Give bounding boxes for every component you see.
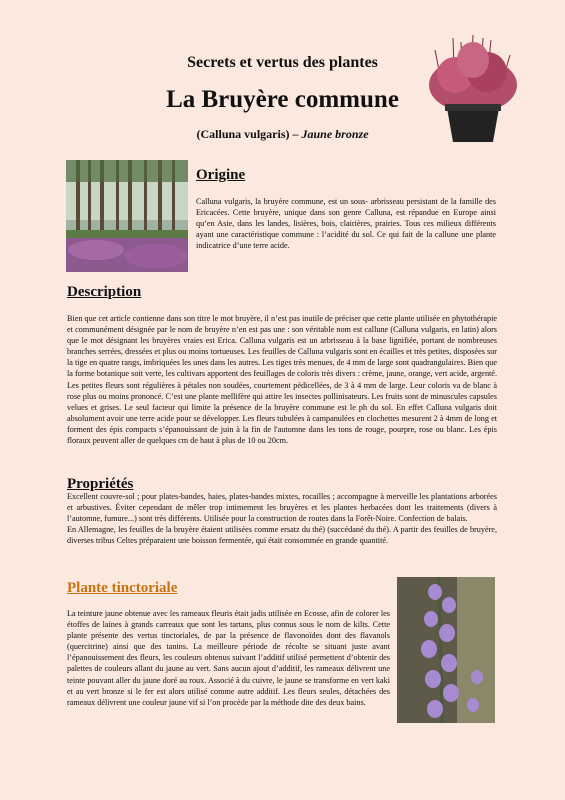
heading-description: Description — [67, 284, 142, 300]
text-proprietes-p1: Excellent couvre-sol ; pour plates-bandes, haies, plates-bandes mixtes, rocailles ; accompagne à merveille les plantations arborées et arbustives. Éviter cependant de mêler trop intimement les bruyères et les plantes herbacées dont les traitements (divers à l’automne, fumure...) sont très différents. Utilisée pour la construction de routes dans la Forêt-Noire. Confection de balais. — [67, 492, 497, 524]
text-origine: Calluna vulgaris, la bruyère commune, est un sous- arbrisseau persistant de la famille des Ericacées. Cette bruyère, unique dans son genre Calluna, est répandue en Europe ainsi qu’en Asie, dans les landes, lisières, bois, clairières, prairies. Tous ces milieux différents ayant une caractéristique commune : l’acidité du sol. Ce qui fait de la callune une plante indicatrice d’une terre acide. — [196, 197, 496, 251]
supra-title: Secrets et vertus des plantes — [187, 54, 378, 71]
forest-heather-image — [66, 160, 188, 272]
subtitle-common-name: Jaune bronze — [301, 127, 369, 141]
heading-proprietes: Propriétés — [67, 476, 134, 492]
heather-flowers-image — [397, 577, 495, 723]
heading-plante-tinctoriale: Plante tinctoriale — [67, 580, 178, 596]
text-proprietes-p2: En Allemagne, les feuilles de la bruyère étaient utilisées comme ersatz du thé) (succédané du thé). A partir des feuilles de bruyère, diverses tribus Celtes préparaient une boisson fermentée, qui était consommée en grande quantité. — [67, 525, 497, 546]
subtitle-separator: – — [289, 127, 302, 141]
text-description: Bien que cet article contienne dans son titre le mot bruyère, il n’est pas inutile de préciser que cette plante utilisée en phytothérapie et communément désignée par le nom de bruyère n’en est pas une : son véritable nom est callune (Calluna vulgaris, en latin) alors que le mot désignant les bruyères vraies est Erica. Calluna vulgaris est un arbrisseau à la base lignifiée, portant de nombreuses branches serrées, dressées et plus ou moins tortueuses. Les feuilles de Calluna vulgaris sont en écailles et très petites, disposées sur la tige en quatre rangs, imbriquées les unes dans les autres. Les tiges très menues, de 4 mm de large sont quadrangulaires. Bien que la forme botanique soit verte, les cultivars apportent des feuillages de coloris très divers : crème, jaune, orange, vert acide, argenté. Les petites fleurs sont régulières à pétales non soudées, courtement pédicellées, de 3 à 4 mm de large. Leur coloris va de blanc à rose plus ou moins prononcé. C’est une plante mellifère qui attire les insectes pollinisateurs. Les fruits sont de minuscules capsules velues et grises. Le seul facteur qui limite la présence de la bruyère commune est le ph du sol. En effet Calluna vulgaris doit absolument avoir une terre acide pour se développer. Les fleurs tubulées à campanulées en clochettes mesurent 2 à 4mm de long et forment des épis compacts s’épanouissant de juin à la fin de l'automne dans les tons de rouge, pourpre, rose ou blanc. Les épis floraux peuvent aller de quelques cm de haut à plus de 10 ou 20cm. — [67, 314, 497, 446]
potted-heather-image — [425, 30, 520, 145]
subtitle-latin: (Calluna vulgaris) — [196, 127, 290, 141]
text-plante-tinctoriale: La teinture jaune obtenue avec les rameaux fleuris était jadis utilisée en Ecosse, afin de colorer les étoffes de laines à grands carreaux que sont les tartans, plus connus sous le nom de kilts. Cette plante présente des vertus tinctoriales, de par la présence de flavonoïdes dont des flavanols (quercitrine) ainsi que des tanins. La meilleure période de récolte se situant juste avant l’épanouissement des fleurs, les couleurs obtenus suivant l’additif utilisé permettent d’obtenir des palettes de couleurs allant du jaune au vert. Sans aucun ajout d’additif, les rameaux délivrent une teinte pouvant aller du jaune doré au roux. Associé à du cuivre, le jaune se transforme en vert kaki et au vert bronze si le fer est alors utilisé comme autre additif. Les fleurs seules, détachées des rameaux délivrent une couleur jaune vif si l’on procède par la méthode dite des deux bains. — [67, 609, 390, 707]
page-title: La Bruyère commune — [166, 86, 399, 113]
heading-origine: Origine — [196, 167, 246, 183]
text-proprietes — [67, 491, 497, 546]
